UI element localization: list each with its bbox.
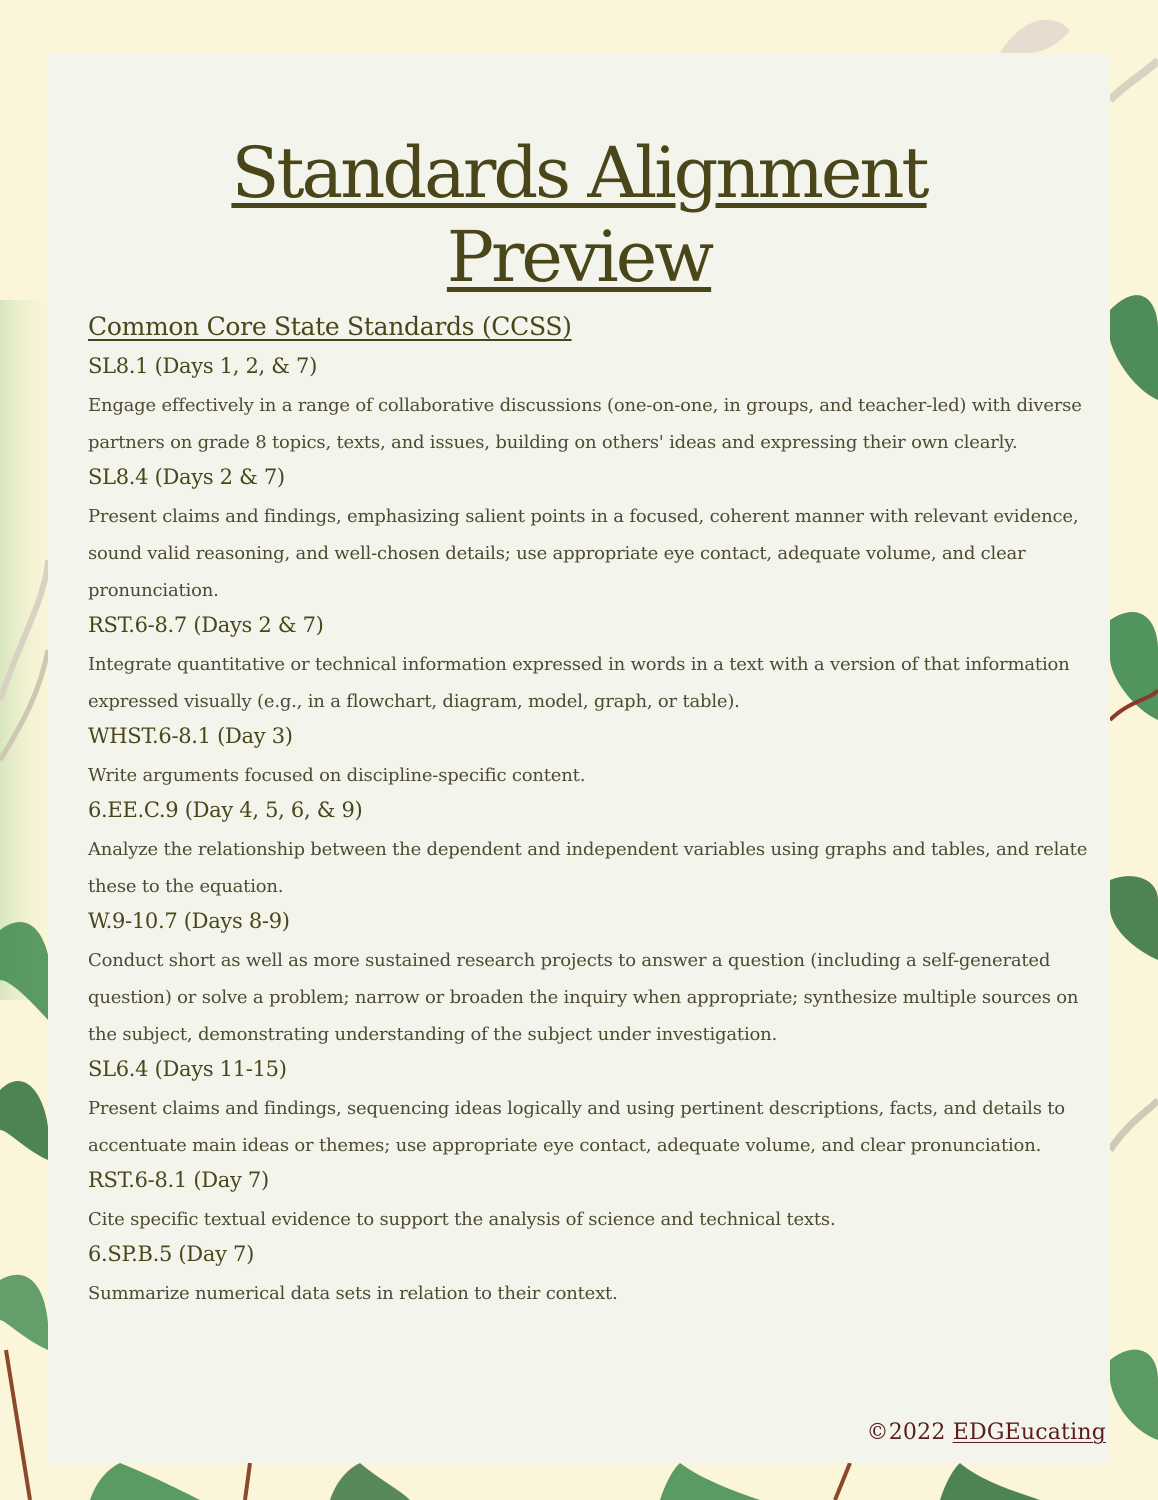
standard-description: Engage effectively in a range of collaborative discussions (one-on-one, in groups, and teacher-led) with diverse partners on grade 8 topics, texts, and issues, building on others' ideas and expressing their own clearly. — [88, 395, 1082, 453]
standard-code: SL8.4 (Days 2 & 7) — [88, 465, 285, 489]
standard-code: SL6.4 (Days 11-15) — [88, 1057, 287, 1081]
standard-description: Conduct short as well as more sustained research projects to answer a question (including a self-generated question) or solve a problem; narrow or broaden the inquiry when appropriate; synthesize multiple sources on the subject, demonstrating understanding of the subject under investigation. — [88, 950, 1079, 1045]
standard-description: Present claims and findings, emphasizing salient points in a focused, coherent manner with relevant evidence, sound valid reasoning, and well-chosen details; use appropriate eye contact, adequate volume, and clear pronunciation. — [88, 506, 1079, 601]
standard-description: Analyze the relationship between the dependent and independent variables using graphs and tables, and relate these to the equation. — [88, 839, 1088, 897]
section-heading: Common Core State Standards (CCSS) — [88, 312, 572, 341]
standard-description: Present claims and findings, sequencing ideas logically and using pertinent descriptions, facts, and details to accentuate main ideas or themes; use appropriate eye contact, adequate volume, and clear pronunciation. — [88, 1098, 1065, 1156]
standard-code: SL8.1 (Days 1, 2, & 7) — [88, 354, 318, 378]
standard-description: Summarize numerical data sets in relation to their context. — [88, 1283, 618, 1304]
standard-code: W.9-10.7 (Days 8-9) — [88, 909, 290, 933]
standards-list — [88, 308, 1088, 1312]
copyright-text: ©2022 — [866, 1420, 953, 1445]
standard-description: Write arguments focused on discipline-specific content. — [88, 765, 586, 786]
title-line-1: Standards Alignment — [231, 132, 927, 214]
standard-description: Cite specific textual evidence to support the analysis of science and technical texts. — [88, 1209, 836, 1230]
copyright-footer — [867, 1420, 1106, 1445]
standard-code: RST.6-8.1 (Day 7) — [88, 1168, 269, 1192]
content-panel — [48, 53, 1110, 1463]
standard-code: RST.6-8.7 (Days 2 & 7) — [88, 613, 324, 637]
brand-logo-text: EDGEucating — [952, 1420, 1106, 1445]
standard-code: 6.SP.B.5 (Day 7) — [88, 1242, 254, 1266]
page-title — [48, 131, 1110, 299]
title-line-2: Preview — [446, 216, 712, 298]
standard-description: Integrate quantitative or technical information expressed in words in a text with a version of that information expressed visually (e.g., in a flowchart, diagram, model, graph, or table). — [88, 654, 1070, 712]
standard-code: 6.EE.C.9 (Day 4, 5, 6, & 9) — [88, 798, 363, 822]
standard-code: WHST.6-8.1 (Day 3) — [88, 724, 293, 748]
